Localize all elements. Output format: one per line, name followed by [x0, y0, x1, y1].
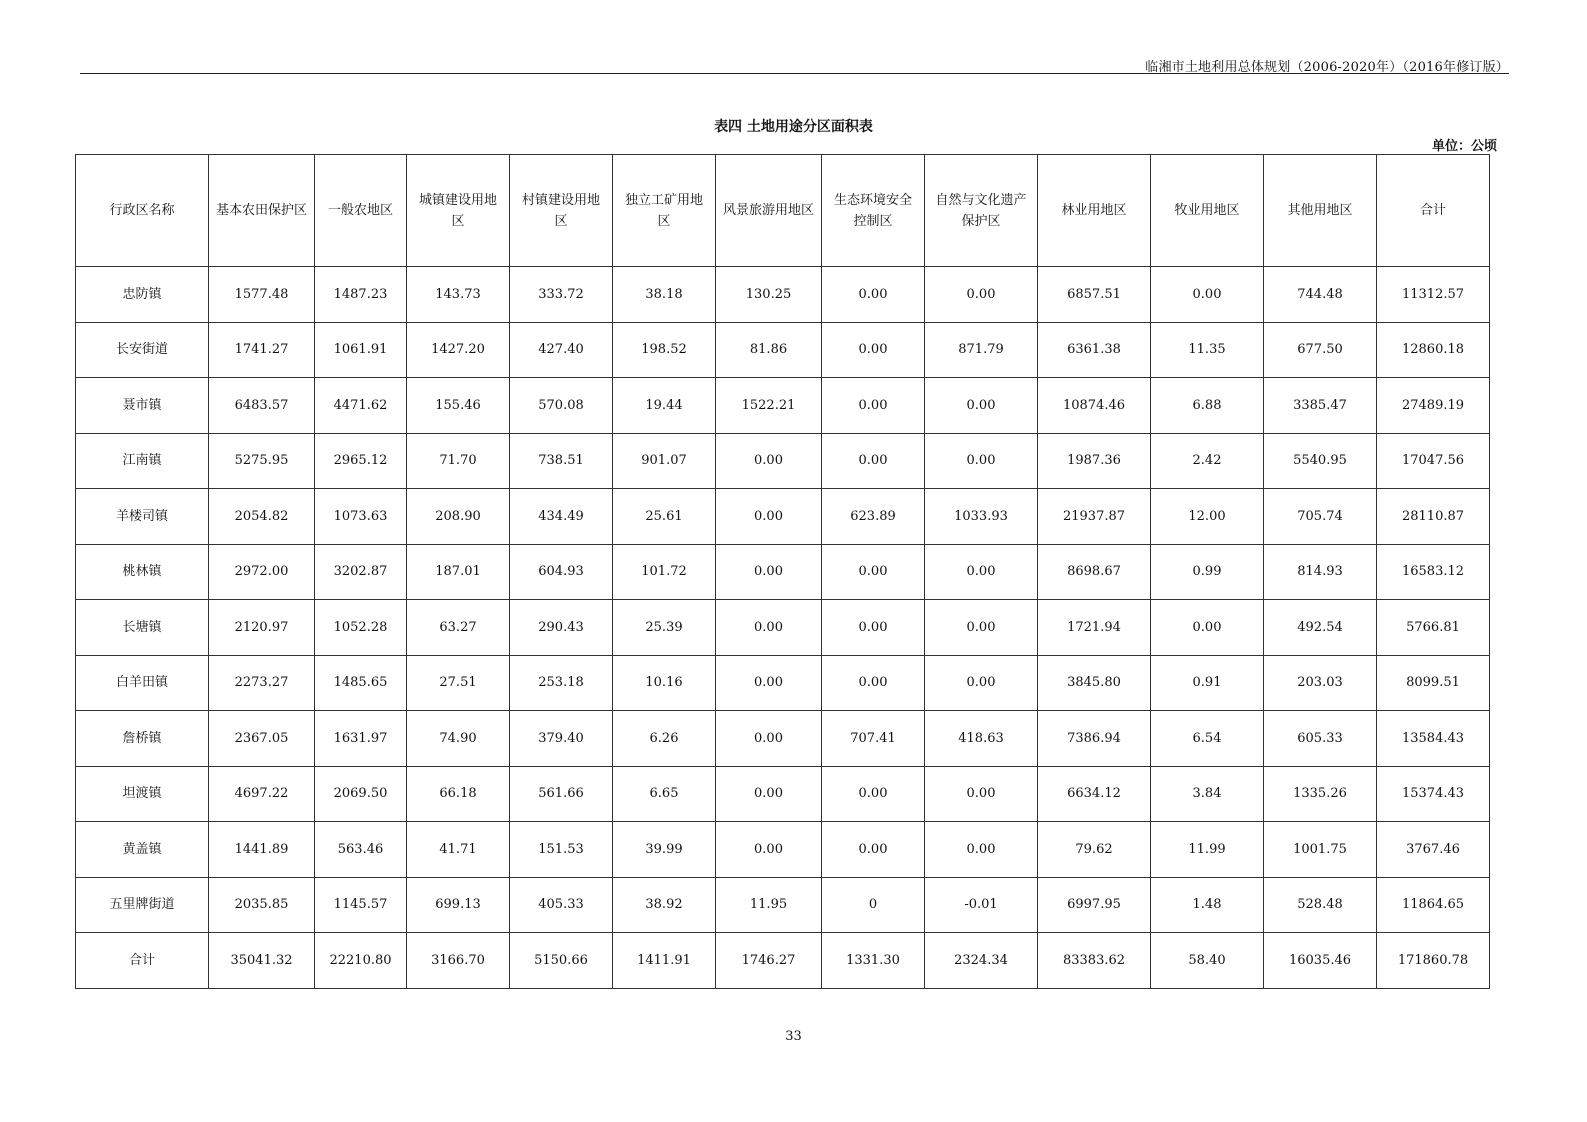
area-value-cell: 21937.87 — [1038, 489, 1151, 545]
document-title: 临湘市土地利用总体规划（2006-2020年）（2016年修订版） — [1145, 60, 1509, 75]
area-value-cell: 83383.62 — [1038, 933, 1151, 989]
column-header: 独立工矿用地区 — [613, 155, 716, 267]
area-value-cell: 0.00 — [925, 544, 1038, 600]
area-value-cell: 19.44 — [613, 378, 716, 434]
region-name-cell: 坦渡镇 — [76, 766, 209, 822]
area-value-cell: 6997.95 — [1038, 877, 1151, 933]
area-value-cell: 12860.18 — [1377, 322, 1490, 378]
area-value-cell: 151.53 — [510, 822, 613, 878]
area-value-cell: 253.18 — [510, 655, 613, 711]
table-title: 表四 土地用途分区面积表 — [714, 119, 873, 135]
area-value-cell: 187.01 — [407, 544, 510, 600]
area-value-cell: 11.99 — [1151, 822, 1264, 878]
area-value-cell: 1741.27 — [209, 322, 315, 378]
region-name-cell: 黄盖镇 — [76, 822, 209, 878]
area-value-cell: 0.00 — [925, 600, 1038, 656]
land-use-zoning-table — [75, 154, 1490, 989]
area-value-cell: 10874.46 — [1038, 378, 1151, 434]
area-value-cell: 3767.46 — [1377, 822, 1490, 878]
area-value-cell: 81.86 — [716, 322, 822, 378]
area-value-cell: 427.40 — [510, 322, 613, 378]
area-value-cell: 2273.27 — [209, 655, 315, 711]
area-value-cell: 2120.97 — [209, 600, 315, 656]
column-header: 生态环境安全控制区 — [822, 155, 925, 267]
table-row — [76, 433, 1490, 489]
area-value-cell: 79.62 — [1038, 822, 1151, 878]
area-value-cell: 25.39 — [613, 600, 716, 656]
area-value-cell: 0.00 — [716, 489, 822, 545]
area-value-cell: 1331.30 — [822, 933, 925, 989]
area-value-cell: 41.71 — [407, 822, 510, 878]
area-value-cell: 0.00 — [822, 433, 925, 489]
area-value-cell: 2054.82 — [209, 489, 315, 545]
header-divider — [80, 73, 1509, 74]
area-value-cell: 0.00 — [716, 600, 822, 656]
area-value-cell: 3166.70 — [407, 933, 510, 989]
area-value-cell: 434.49 — [510, 489, 613, 545]
area-value-cell: 0.00 — [1151, 600, 1264, 656]
area-value-cell: 15374.43 — [1377, 766, 1490, 822]
table-row — [76, 267, 1490, 323]
area-value-cell: 1335.26 — [1264, 766, 1377, 822]
area-value-cell: 0.00 — [716, 433, 822, 489]
area-value-cell: 1485.65 — [315, 655, 407, 711]
area-value-cell: 11.35 — [1151, 322, 1264, 378]
area-value-cell: 605.33 — [1264, 711, 1377, 767]
area-value-cell: 492.54 — [1264, 600, 1377, 656]
area-value-cell: 405.33 — [510, 877, 613, 933]
area-value-cell: 6857.51 — [1038, 267, 1151, 323]
area-value-cell: 4471.62 — [315, 378, 407, 434]
area-value-cell: 2035.85 — [209, 877, 315, 933]
area-value-cell: 12.00 — [1151, 489, 1264, 545]
region-name-cell: 白羊田镇 — [76, 655, 209, 711]
area-value-cell: 0.00 — [925, 766, 1038, 822]
area-value-cell: 1522.21 — [716, 378, 822, 434]
area-value-cell: 623.89 — [822, 489, 925, 545]
area-value-cell: 814.93 — [1264, 544, 1377, 600]
area-value-cell: 171860.78 — [1377, 933, 1490, 989]
region-name-cell: 忠防镇 — [76, 267, 209, 323]
area-value-cell: 2965.12 — [315, 433, 407, 489]
area-value-cell: 707.41 — [822, 711, 925, 767]
table-row — [76, 489, 1490, 545]
area-value-cell: 0.00 — [716, 822, 822, 878]
table-row — [76, 877, 1490, 933]
area-value-cell: 4697.22 — [209, 766, 315, 822]
area-value-cell: 16583.12 — [1377, 544, 1490, 600]
area-value-cell: 0.00 — [716, 655, 822, 711]
area-value-cell: 379.40 — [510, 711, 613, 767]
area-value-cell: 744.48 — [1264, 267, 1377, 323]
column-header: 其他用地区 — [1264, 155, 1377, 267]
area-value-cell: 16035.46 — [1264, 933, 1377, 989]
area-value-cell: 38.92 — [613, 877, 716, 933]
region-name-cell: 长安街道 — [76, 322, 209, 378]
area-value-cell: 6361.38 — [1038, 322, 1151, 378]
area-value-cell: 1001.75 — [1264, 822, 1377, 878]
area-value-cell: 871.79 — [925, 322, 1038, 378]
area-value-cell: 8698.67 — [1038, 544, 1151, 600]
area-value-cell: 5150.66 — [510, 933, 613, 989]
region-name-cell: 五里牌街道 — [76, 877, 209, 933]
area-value-cell: 2367.05 — [209, 711, 315, 767]
column-header: 村镇建设用地区 — [510, 155, 613, 267]
area-value-cell: 6.65 — [613, 766, 716, 822]
region-name-cell: 江南镇 — [76, 433, 209, 489]
area-value-cell: 28110.87 — [1377, 489, 1490, 545]
area-value-cell: 561.66 — [510, 766, 613, 822]
table-row — [76, 600, 1490, 656]
area-value-cell: 11312.57 — [1377, 267, 1490, 323]
area-value-cell: 6.54 — [1151, 711, 1264, 767]
area-value-cell: 17047.56 — [1377, 433, 1490, 489]
area-value-cell: 3845.80 — [1038, 655, 1151, 711]
area-value-cell: 0 — [822, 877, 925, 933]
area-value-cell: 74.90 — [407, 711, 510, 767]
area-value-cell: 155.46 — [407, 378, 510, 434]
area-value-cell: 11.95 — [716, 877, 822, 933]
table-row — [76, 378, 1490, 434]
area-value-cell: 901.07 — [613, 433, 716, 489]
page-number: 33 — [785, 1029, 802, 1044]
area-value-cell: 1052.28 — [315, 600, 407, 656]
area-value-cell: 22210.80 — [315, 933, 407, 989]
area-value-cell: 0.00 — [925, 378, 1038, 434]
area-value-cell: 38.18 — [613, 267, 716, 323]
column-header: 行政区名称 — [76, 155, 209, 267]
region-name-cell: 聂市镇 — [76, 378, 209, 434]
table-row — [76, 544, 1490, 600]
area-value-cell: 0.00 — [925, 433, 1038, 489]
area-value-cell: 58.40 — [1151, 933, 1264, 989]
area-value-cell: 2.42 — [1151, 433, 1264, 489]
area-value-cell: 0.00 — [925, 655, 1038, 711]
column-header: 合计 — [1377, 155, 1490, 267]
region-name-cell: 詹桥镇 — [76, 711, 209, 767]
area-value-cell: 2972.00 — [209, 544, 315, 600]
area-value-cell: 0.00 — [822, 655, 925, 711]
area-value-cell: 143.73 — [407, 267, 510, 323]
area-value-cell: 0.00 — [822, 544, 925, 600]
column-header: 基本农田保护区 — [209, 155, 315, 267]
area-value-cell: 203.03 — [1264, 655, 1377, 711]
area-value-cell: 7386.94 — [1038, 711, 1151, 767]
area-value-cell: 27.51 — [407, 655, 510, 711]
area-value-cell: 66.18 — [407, 766, 510, 822]
area-value-cell: 0.99 — [1151, 544, 1264, 600]
area-value-cell: 1487.23 — [315, 267, 407, 323]
area-value-cell: 0.00 — [822, 600, 925, 656]
area-value-cell: 13584.43 — [1377, 711, 1490, 767]
area-value-cell: 333.72 — [510, 267, 613, 323]
area-value-cell: 418.63 — [925, 711, 1038, 767]
area-value-cell: 8099.51 — [1377, 655, 1490, 711]
column-header: 牧业用地区 — [1151, 155, 1264, 267]
area-value-cell: 130.25 — [716, 267, 822, 323]
area-value-cell: 604.93 — [510, 544, 613, 600]
area-value-cell: 2324.34 — [925, 933, 1038, 989]
area-value-cell: 101.72 — [613, 544, 716, 600]
table-header-row — [76, 155, 1490, 267]
area-value-cell: 1411.91 — [613, 933, 716, 989]
area-value-cell: 0.00 — [716, 766, 822, 822]
area-value-cell: 677.50 — [1264, 322, 1377, 378]
region-name-cell: 羊楼司镇 — [76, 489, 209, 545]
column-header: 一般农地区 — [315, 155, 407, 267]
area-value-cell: 0.00 — [822, 267, 925, 323]
area-value-cell: 63.27 — [407, 600, 510, 656]
area-value-cell: 1721.94 — [1038, 600, 1151, 656]
column-header: 自然与文化遗产保护区 — [925, 155, 1038, 267]
area-value-cell: 6483.57 — [209, 378, 315, 434]
area-value-cell: 71.70 — [407, 433, 510, 489]
area-value-cell: -0.01 — [925, 877, 1038, 933]
table-row — [76, 655, 1490, 711]
area-value-cell: 0.00 — [822, 766, 925, 822]
area-value-cell: 6.26 — [613, 711, 716, 767]
area-value-cell: 705.74 — [1264, 489, 1377, 545]
area-value-cell: 1441.89 — [209, 822, 315, 878]
area-value-cell: 10.16 — [613, 655, 716, 711]
area-value-cell: 3.84 — [1151, 766, 1264, 822]
area-value-cell: 3202.87 — [315, 544, 407, 600]
column-header: 风景旅游用地区 — [716, 155, 822, 267]
area-value-cell: 699.13 — [407, 877, 510, 933]
area-value-cell: 1033.93 — [925, 489, 1038, 545]
area-value-cell: 208.90 — [407, 489, 510, 545]
area-value-cell: 563.46 — [315, 822, 407, 878]
unit-label: 单位：公顷 — [1431, 139, 1497, 154]
area-value-cell: 39.99 — [613, 822, 716, 878]
region-name-cell: 长塘镇 — [76, 600, 209, 656]
area-value-cell: 0.00 — [822, 822, 925, 878]
area-value-cell: 1746.27 — [716, 933, 822, 989]
area-value-cell: 290.43 — [510, 600, 613, 656]
area-value-cell: 198.52 — [613, 322, 716, 378]
area-value-cell: 35041.32 — [209, 933, 315, 989]
area-value-cell: 1427.20 — [407, 322, 510, 378]
area-value-cell: 5275.95 — [209, 433, 315, 489]
area-value-cell: 1073.63 — [315, 489, 407, 545]
area-value-cell: 6.88 — [1151, 378, 1264, 434]
area-value-cell: 528.48 — [1264, 877, 1377, 933]
area-value-cell: 11864.65 — [1377, 877, 1490, 933]
table-row — [76, 822, 1490, 878]
area-value-cell: 2069.50 — [315, 766, 407, 822]
area-value-cell: 25.61 — [613, 489, 716, 545]
table-row — [76, 322, 1490, 378]
area-value-cell: 0.00 — [716, 711, 822, 767]
area-value-cell: 0.91 — [1151, 655, 1264, 711]
column-header: 城镇建设用地区 — [407, 155, 510, 267]
area-value-cell: 1987.36 — [1038, 433, 1151, 489]
area-value-cell: 5540.95 — [1264, 433, 1377, 489]
area-value-cell: 5766.81 — [1377, 600, 1490, 656]
area-value-cell: 0.00 — [925, 822, 1038, 878]
area-value-cell: 1577.48 — [209, 267, 315, 323]
area-value-cell: 3385.47 — [1264, 378, 1377, 434]
area-value-cell: 1145.57 — [315, 877, 407, 933]
total-row — [76, 933, 1490, 989]
area-value-cell: 570.08 — [510, 378, 613, 434]
area-value-cell: 0.00 — [716, 544, 822, 600]
area-value-cell: 1631.97 — [315, 711, 407, 767]
column-header: 林业用地区 — [1038, 155, 1151, 267]
area-value-cell: 0.00 — [925, 267, 1038, 323]
table-row — [76, 711, 1490, 767]
region-name-cell: 合计 — [76, 933, 209, 989]
region-name-cell: 桃林镇 — [76, 544, 209, 600]
area-value-cell: 0.00 — [1151, 267, 1264, 323]
area-value-cell: 1061.91 — [315, 322, 407, 378]
area-value-cell: 0.00 — [822, 322, 925, 378]
area-value-cell: 1.48 — [1151, 877, 1264, 933]
area-value-cell: 0.00 — [822, 378, 925, 434]
area-value-cell: 6634.12 — [1038, 766, 1151, 822]
table-row — [76, 766, 1490, 822]
area-value-cell: 738.51 — [510, 433, 613, 489]
area-value-cell: 27489.19 — [1377, 378, 1490, 434]
